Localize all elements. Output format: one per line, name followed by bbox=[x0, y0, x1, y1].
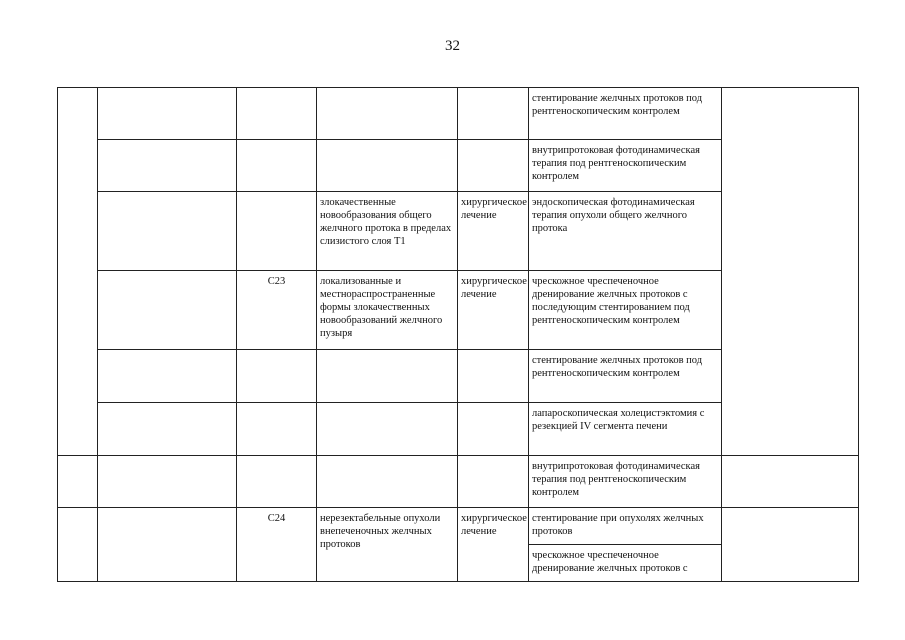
profile-cell bbox=[98, 140, 237, 192]
cost-cell bbox=[722, 88, 859, 456]
number-cell bbox=[58, 88, 98, 456]
medical-care-table bbox=[57, 87, 859, 582]
cost-cell bbox=[722, 456, 859, 508]
diagnosis-cell bbox=[317, 403, 458, 456]
treatment-type-cell bbox=[458, 350, 529, 403]
method-cell: лапароскопическая холецистэктомия с резекцией IV сегмента печени bbox=[529, 403, 722, 456]
profile-cell bbox=[98, 192, 237, 271]
number-cell bbox=[58, 508, 98, 582]
treatment-type-cell: хирургическое лечение bbox=[458, 271, 529, 350]
diagnosis-cell bbox=[317, 456, 458, 508]
treatment-type-cell bbox=[458, 88, 529, 140]
profile-cell bbox=[98, 350, 237, 403]
code-cell bbox=[237, 456, 317, 508]
diagnosis-cell bbox=[317, 140, 458, 192]
diagnosis-cell: нерезектабельные опухоли внепеченочных желчных протоков bbox=[317, 508, 458, 582]
treatment-type-cell: хирургическое лечение bbox=[458, 192, 529, 271]
code-cell bbox=[237, 140, 317, 192]
code-cell: C24 bbox=[237, 508, 317, 582]
treatment-type-cell bbox=[458, 403, 529, 456]
table-row bbox=[58, 508, 859, 545]
method-cell: внутрипротоковая фотодинамическая терапия под рентгеноскопическим контролем bbox=[529, 140, 722, 192]
treatment-type-cell: хирургическое лечение bbox=[458, 508, 529, 582]
table-row bbox=[58, 456, 859, 508]
profile-cell bbox=[98, 271, 237, 350]
profile-cell bbox=[98, 508, 237, 582]
code-cell bbox=[237, 403, 317, 456]
diagnosis-cell: локализованные и местнораспространенные формы злокачественных новообразований желчного пузыря bbox=[317, 271, 458, 350]
code-cell bbox=[237, 192, 317, 271]
method-cell: внутрипротоковая фотодинамическая терапия под рентгеноскопическим контролем bbox=[529, 456, 722, 508]
profile-cell bbox=[98, 456, 237, 508]
method-cell: стентирование желчных протоков под рентгеноскопическим контролем bbox=[529, 88, 722, 140]
code-cell bbox=[237, 350, 317, 403]
cost-cell bbox=[722, 508, 859, 582]
profile-cell bbox=[98, 403, 237, 456]
method-cell: стентирование желчных протоков под рентгеноскопическим контролем bbox=[529, 350, 722, 403]
diagnosis-cell: злокачественные новообразования общего желчного протока в пределах слизистого слоя T1 bbox=[317, 192, 458, 271]
treatment-type-cell bbox=[458, 140, 529, 192]
profile-cell bbox=[98, 88, 237, 140]
page-number: 32 bbox=[445, 38, 460, 54]
method-cell: стентирование при опухолях желчных протоков bbox=[529, 508, 722, 545]
table-row bbox=[58, 88, 859, 140]
treatment-type-cell bbox=[458, 456, 529, 508]
diagnosis-cell bbox=[317, 88, 458, 140]
diagnosis-cell bbox=[317, 350, 458, 403]
number-cell bbox=[58, 456, 98, 508]
code-cell: C23 bbox=[237, 271, 317, 350]
method-cell: эндоскопическая фотодинамическая терапия опухоли общего желчного протока bbox=[529, 192, 722, 271]
method-cell: чрескожное чреспеченочное дренирование желчных протоков с последующим стентированием под рентгеноскопическим контролем bbox=[529, 271, 722, 350]
method-cell: чрескожное чреспеченочное дренирование желчных протоков с bbox=[529, 545, 722, 582]
code-cell bbox=[237, 88, 317, 140]
